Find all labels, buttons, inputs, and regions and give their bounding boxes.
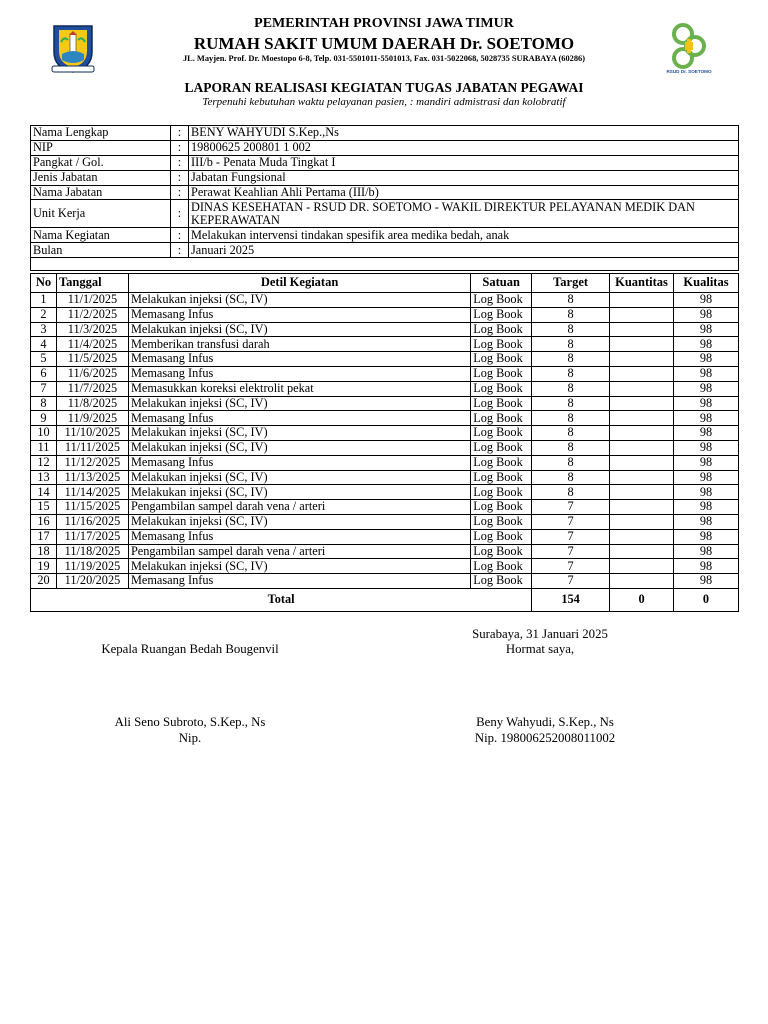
cell-detil: Memasang Infus: [128, 366, 470, 381]
cell-no: 9: [31, 411, 57, 426]
cell-tanggal: 11/6/2025: [56, 366, 128, 381]
cell-tanggal: 11/9/2025: [56, 411, 128, 426]
cell-tanggal: 11/5/2025: [56, 352, 128, 367]
cell-satuan: Log Book: [471, 440, 532, 455]
cell-no: 15: [31, 500, 57, 515]
cell-kuantitas: [610, 411, 674, 426]
place-date: Surabaya, 31 Januari 2025: [472, 627, 608, 641]
cell-detil: Memasang Infus: [128, 307, 470, 322]
cell-no: 13: [31, 470, 57, 485]
cell-tanggal: 11/11/2025: [56, 440, 128, 455]
cell-detil: Memasang Infus: [128, 411, 470, 426]
header-target: Target: [532, 274, 610, 293]
cell-kualitas: 98: [674, 574, 739, 589]
cell-kuantitas: [610, 470, 674, 485]
cell-target: 8: [532, 470, 610, 485]
info-row: [31, 243, 739, 258]
cell-kualitas: 98: [674, 307, 739, 322]
cell-kualitas: 98: [674, 352, 739, 367]
employee-info-table: [30, 125, 739, 271]
cell-satuan: Log Book: [471, 574, 532, 589]
cell-kualitas: 98: [674, 440, 739, 455]
government-name: PEMERINTAH PROVINSI JAWA TIMUR: [254, 16, 514, 31]
cell-kualitas: 98: [674, 485, 739, 500]
right-signer-nip: Nip. 198006252008011002: [474, 731, 616, 745]
info-row: [31, 126, 739, 141]
info-row: [31, 155, 739, 170]
cell-tanggal: 11/1/2025: [56, 293, 128, 308]
cell-tanggal: 11/8/2025: [56, 396, 128, 411]
cell-kualitas: 98: [674, 366, 739, 381]
cell-target: 8: [532, 381, 610, 396]
info-value: 19800625 200801 1 002: [189, 140, 739, 155]
table-row: [31, 485, 739, 500]
cell-detil: Pengambilan sampel darah vena / arteri: [128, 544, 470, 559]
cell-target: 8: [532, 396, 610, 411]
cell-satuan: Log Book: [471, 500, 532, 515]
cell-no: 4: [31, 337, 57, 352]
cell-kuantitas: [610, 485, 674, 500]
cell-detil: Melakukan injeksi (SC, IV): [128, 470, 470, 485]
table-row: [31, 396, 739, 411]
cell-target: 8: [532, 322, 610, 337]
cell-kuantitas: [610, 440, 674, 455]
cell-satuan: Log Book: [471, 322, 532, 337]
cell-kualitas: 98: [674, 381, 739, 396]
cell-kualitas: 98: [674, 396, 739, 411]
report-title: LAPORAN REALISASI KEGIATAN TUGAS JABATAN PEGAWAI: [184, 80, 584, 95]
cell-satuan: Log Book: [471, 337, 532, 352]
cell-kuantitas: [610, 426, 674, 441]
cell-target: 7: [532, 529, 610, 544]
cell-tanggal: 11/2/2025: [56, 307, 128, 322]
table-row: [31, 307, 739, 322]
cell-kualitas: 98: [674, 411, 739, 426]
table-row: [31, 559, 739, 574]
cell-tanggal: 11/12/2025: [56, 455, 128, 470]
cell-detil: Melakukan injeksi (SC, IV): [128, 426, 470, 441]
header-kuantitas: Kuantitas: [610, 274, 674, 293]
cell-kualitas: 98: [674, 514, 739, 529]
info-spacer-cell: [31, 258, 739, 271]
header-satuan: Satuan: [471, 274, 532, 293]
total-target: 154: [532, 588, 610, 611]
cell-tanggal: 11/4/2025: [56, 337, 128, 352]
header-detil: Detil Kegiatan: [128, 274, 470, 293]
info-label: Nama Jabatan: [31, 185, 171, 200]
header-kualitas: Kualitas: [674, 274, 739, 293]
cell-satuan: Log Book: [471, 307, 532, 322]
cell-tanggal: 11/19/2025: [56, 559, 128, 574]
info-label: Nama Lengkap: [31, 126, 171, 141]
cell-target: 8: [532, 293, 610, 308]
rsud-logo-text: RSUD Dr. SOETOMO: [666, 69, 712, 74]
cell-target: 8: [532, 352, 610, 367]
table-row: [31, 574, 739, 589]
cell-kualitas: 98: [674, 500, 739, 515]
cell-no: 3: [31, 322, 57, 337]
total-label: Total: [31, 588, 532, 611]
hospital-name: RUMAH SAKIT UMUM DAERAH Dr. SOETOMO: [193, 34, 575, 53]
cell-detil: Memasang Infus: [128, 455, 470, 470]
info-label: Unit Kerja: [31, 200, 171, 228]
right-signer-role: Hormat saya,: [505, 642, 575, 656]
cell-kuantitas: [610, 514, 674, 529]
cell-tanggal: 11/3/2025: [56, 322, 128, 337]
total-kuantitas: 0: [610, 588, 674, 611]
cell-kualitas: 98: [674, 293, 739, 308]
cell-detil: Memasukkan koreksi elektrolit pekat: [128, 381, 470, 396]
cell-kualitas: 98: [674, 455, 739, 470]
cell-no: 19: [31, 559, 57, 574]
info-label: Pangkat / Gol.: [31, 155, 171, 170]
cell-kualitas: 98: [674, 322, 739, 337]
header-no: No: [31, 274, 57, 293]
cell-kuantitas: [610, 293, 674, 308]
cell-target: 8: [532, 485, 610, 500]
table-row: [31, 544, 739, 559]
cell-satuan: Log Book: [471, 426, 532, 441]
cell-target: 8: [532, 337, 610, 352]
cell-kualitas: 98: [674, 426, 739, 441]
info-row: [31, 140, 739, 155]
cell-kuantitas: [610, 352, 674, 367]
cell-satuan: Log Book: [471, 396, 532, 411]
activity-table: [30, 273, 739, 612]
cell-detil: Melakukan injeksi (SC, IV): [128, 293, 470, 308]
info-colon: :: [171, 228, 189, 243]
info-colon: :: [171, 185, 189, 200]
rsud-logo: [663, 20, 715, 86]
cell-tanggal: 11/20/2025: [56, 574, 128, 589]
table-row: [31, 293, 739, 308]
info-row: [31, 170, 739, 185]
cell-tanggal: 11/13/2025: [56, 470, 128, 485]
table-row: [31, 470, 739, 485]
cell-detil: Memasang Infus: [128, 574, 470, 589]
cell-no: 17: [31, 529, 57, 544]
cell-satuan: Log Book: [471, 529, 532, 544]
table-row: [31, 514, 739, 529]
info-colon: :: [171, 170, 189, 185]
cell-kuantitas: [610, 455, 674, 470]
info-colon: :: [171, 243, 189, 258]
cell-kuantitas: [610, 574, 674, 589]
table-row: [31, 426, 739, 441]
left-signer-role: Kepala Ruangan Bedah Bougenvil: [101, 642, 279, 656]
cell-target: 7: [532, 544, 610, 559]
cell-target: 7: [532, 559, 610, 574]
cell-no: 16: [31, 514, 57, 529]
cell-kualitas: 98: [674, 470, 739, 485]
cell-satuan: Log Book: [471, 293, 532, 308]
cell-detil: Pengambilan sampel darah vena / arteri: [128, 500, 470, 515]
cell-no: 6: [31, 366, 57, 381]
cell-kuantitas: [610, 529, 674, 544]
cell-tanggal: 11/15/2025: [56, 500, 128, 515]
info-value: Januari 2025: [189, 243, 739, 258]
table-row: [31, 500, 739, 515]
cell-tanggal: 11/16/2025: [56, 514, 128, 529]
cell-kuantitas: [610, 366, 674, 381]
info-value: III/b - Penata Muda Tingkat I: [189, 155, 739, 170]
cell-kuantitas: [610, 322, 674, 337]
cell-tanggal: 11/14/2025: [56, 485, 128, 500]
right-signer-name: Beny Wahyudi, S.Kep., Ns: [476, 715, 614, 729]
info-value: Jabatan Fungsional: [189, 170, 739, 185]
hospital-address: JL. Mayjen. Prof. Dr. Moestopo 6-8, Telp. 031-5501011-5501013, Fax. 031-5022068, 5028735 SURABAYA (60286): [182, 54, 586, 63]
cell-satuan: Log Book: [471, 381, 532, 396]
info-label: Jenis Jabatan: [31, 170, 171, 185]
table-row: [31, 529, 739, 544]
cell-kualitas: 98: [674, 544, 739, 559]
cell-kuantitas: [610, 544, 674, 559]
table-row: [31, 411, 739, 426]
left-signer-nip: Nip.: [178, 731, 202, 745]
cell-detil: Melakukan injeksi (SC, IV): [128, 396, 470, 411]
info-value: Melakukan intervensi tindakan spesifik area medika bedah, anak: [189, 228, 739, 243]
cell-tanggal: 11/10/2025: [56, 426, 128, 441]
info-label: Bulan: [31, 243, 171, 258]
cell-detil: Melakukan injeksi (SC, IV): [128, 322, 470, 337]
cell-satuan: Log Book: [471, 455, 532, 470]
cell-satuan: Log Book: [471, 485, 532, 500]
cell-satuan: Log Book: [471, 411, 532, 426]
cell-detil: Melakukan injeksi (SC, IV): [128, 440, 470, 455]
cell-target: 7: [532, 574, 610, 589]
cell-no: 5: [31, 352, 57, 367]
cell-no: 11: [31, 440, 57, 455]
cell-target: 8: [532, 411, 610, 426]
cell-tanggal: 11/17/2025: [56, 529, 128, 544]
left-signer-name: Ali Seno Subroto, S.Kep., Ns: [114, 715, 266, 729]
info-colon: :: [171, 140, 189, 155]
info-colon: :: [171, 126, 189, 141]
cell-no: 20: [31, 574, 57, 589]
cell-tanggal: 11/18/2025: [56, 544, 128, 559]
cell-no: 8: [31, 396, 57, 411]
cell-no: 1: [31, 293, 57, 308]
info-value: DINAS KESEHATAN - RSUD DR. SOETOMO - WAKIL DIREKTUR PELAYANAN MEDIK DAN KEPERAWATAN: [189, 200, 739, 228]
table-header-row: [31, 274, 739, 293]
cell-no: 2: [31, 307, 57, 322]
cell-detil: Melakukan injeksi (SC, IV): [128, 559, 470, 574]
cell-no: 18: [31, 544, 57, 559]
table-row: [31, 366, 739, 381]
report-subtitle: Terpenuhi kebutuhan waktu pelayanan pasien, : mandiri admistrasi dan kolobratif: [202, 96, 566, 108]
cell-satuan: Log Book: [471, 352, 532, 367]
table-row: [31, 381, 739, 396]
cell-kuantitas: [610, 396, 674, 411]
info-row: [31, 200, 739, 228]
table-row: [31, 322, 739, 337]
table-row: [31, 440, 739, 455]
cell-detil: Melakukan injeksi (SC, IV): [128, 485, 470, 500]
cell-target: 7: [532, 500, 610, 515]
cell-kualitas: 98: [674, 529, 739, 544]
cell-detil: Melakukan injeksi (SC, IV): [128, 514, 470, 529]
cell-kualitas: 98: [674, 559, 739, 574]
cell-target: 7: [532, 514, 610, 529]
info-label: Nama Kegiatan: [31, 228, 171, 243]
cell-satuan: Log Book: [471, 366, 532, 381]
cell-tanggal: 11/7/2025: [56, 381, 128, 396]
cell-kuantitas: [610, 381, 674, 396]
cell-satuan: Log Book: [471, 470, 532, 485]
cell-target: 8: [532, 426, 610, 441]
cell-no: 12: [31, 455, 57, 470]
total-row: [31, 588, 739, 611]
info-row: [31, 185, 739, 200]
table-row: [31, 337, 739, 352]
info-colon: :: [171, 155, 189, 170]
cell-target: 8: [532, 307, 610, 322]
info-value: BENY WAHYUDI S.Kep.,Ns: [189, 126, 739, 141]
cell-satuan: Log Book: [471, 544, 532, 559]
cell-kualitas: 98: [674, 337, 739, 352]
info-spacer-row: [31, 258, 739, 271]
info-row: [31, 228, 739, 243]
cell-target: 8: [532, 455, 610, 470]
total-kualitas: 0: [674, 588, 739, 611]
cell-detil: Memberikan transfusi darah: [128, 337, 470, 352]
table-row: [31, 352, 739, 367]
cell-kuantitas: [610, 559, 674, 574]
info-label: NIP: [31, 140, 171, 155]
table-row: [31, 455, 739, 470]
cell-detil: Memasang Infus: [128, 529, 470, 544]
info-colon: :: [171, 200, 189, 228]
cell-no: 7: [31, 381, 57, 396]
cell-kuantitas: [610, 500, 674, 515]
cell-no: 10: [31, 426, 57, 441]
header-tanggal: Tanggal: [56, 274, 128, 293]
cell-target: 8: [532, 366, 610, 381]
cell-no: 14: [31, 485, 57, 500]
cell-satuan: Log Book: [471, 514, 532, 529]
cell-kuantitas: [610, 307, 674, 322]
cell-satuan: Log Book: [471, 559, 532, 574]
cell-target: 8: [532, 440, 610, 455]
cell-kuantitas: [610, 337, 674, 352]
cell-detil: Memasang Infus: [128, 352, 470, 367]
info-value: Perawat Keahlian Ahli Pertama (III/b): [189, 185, 739, 200]
